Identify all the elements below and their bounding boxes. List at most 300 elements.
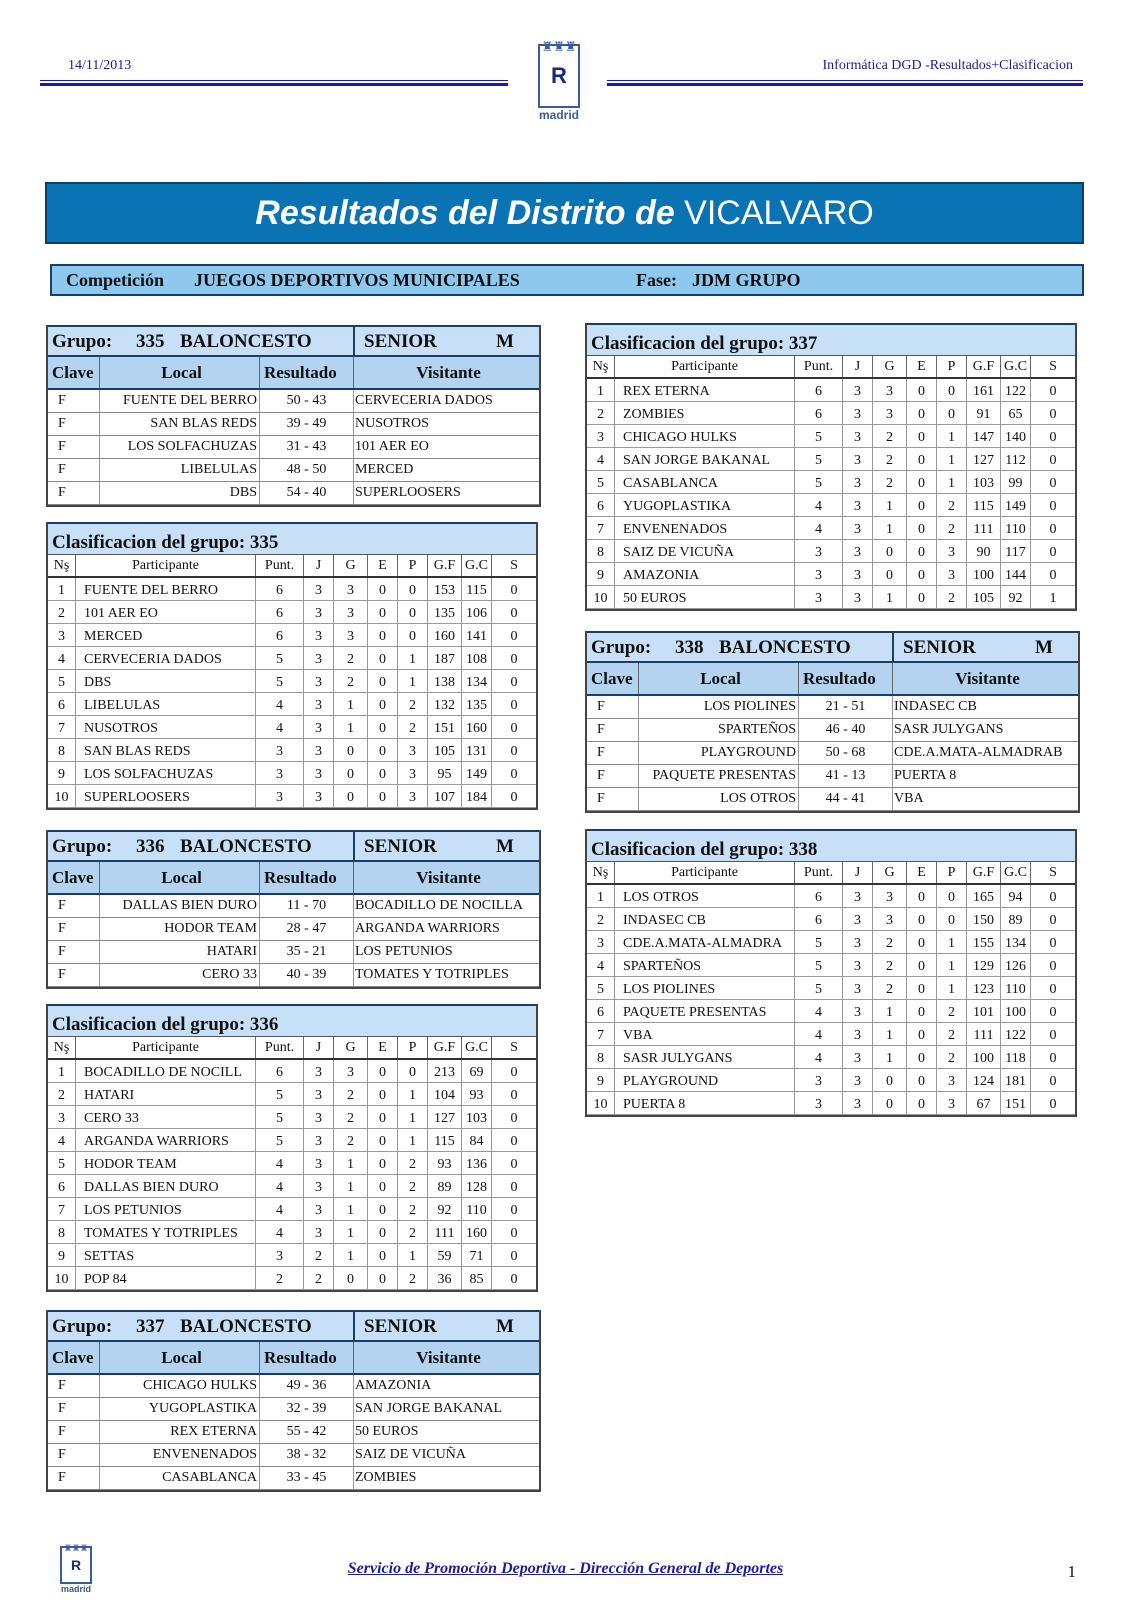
points-cell: 4 bbox=[256, 716, 304, 738]
sanction-cell: 0 bbox=[510, 744, 518, 759]
lost-cell: 1 bbox=[398, 670, 428, 692]
goals-for-cell: 127 bbox=[428, 1106, 462, 1128]
participant-cell: 50 EUROS bbox=[615, 586, 795, 608]
won-cell: 1 bbox=[334, 1152, 368, 1174]
played-cell: 3 bbox=[843, 931, 873, 953]
lost-cell: 2 bbox=[398, 716, 428, 738]
goals-for-cell: 95 bbox=[428, 762, 462, 784]
sanction-cell: 0 bbox=[510, 652, 518, 667]
lost-cell: 3 bbox=[937, 540, 967, 562]
result-row bbox=[587, 765, 1078, 788]
group-id: 337 bbox=[136, 1316, 165, 1337]
competition-name: JUEGOS DEPORTIVOS MUNICIPALES bbox=[194, 270, 520, 290]
rank-cell: 3 bbox=[587, 931, 615, 953]
standings-row bbox=[48, 739, 536, 762]
participant-cell: YUGOPLASTIKA bbox=[615, 494, 795, 516]
col-participante: Participante bbox=[76, 555, 256, 576]
participant-cell: SASR JULYGANS bbox=[615, 1046, 795, 1068]
col-empatados: E bbox=[907, 356, 937, 377]
group-category: SENIOR bbox=[903, 637, 976, 658]
header-date: 14/11/2013 bbox=[68, 58, 132, 73]
goals-against-cell: 140 bbox=[1001, 425, 1031, 447]
points-cell: 4 bbox=[256, 693, 304, 715]
won-cell: 3 bbox=[334, 601, 368, 623]
drawn-cell: 0 bbox=[907, 977, 937, 999]
rank-cell: 6 bbox=[48, 1175, 76, 1197]
standings-row bbox=[48, 1198, 536, 1221]
standings-table-2 bbox=[585, 323, 1077, 611]
lost-cell: 1 bbox=[398, 1244, 428, 1266]
col-ganados: G bbox=[873, 862, 907, 883]
score: 39 - 49 bbox=[260, 413, 354, 435]
played-cell: 3 bbox=[843, 517, 873, 539]
clave-cell: F bbox=[48, 1398, 100, 1420]
won-cell: 2 bbox=[873, 954, 907, 976]
rank-cell: 4 bbox=[587, 448, 615, 470]
rank-cell: 9 bbox=[48, 762, 76, 784]
lost-cell: 2 bbox=[398, 1152, 428, 1174]
won-cell: 0 bbox=[334, 1267, 368, 1289]
sanction-cell: 0 bbox=[1049, 384, 1057, 399]
local-team: HODOR TEAM bbox=[100, 918, 260, 940]
col-goles-favor: G.F bbox=[967, 862, 1001, 883]
sanction-cell: 0 bbox=[510, 675, 518, 690]
won-cell: 2 bbox=[334, 670, 368, 692]
clave-cell: F bbox=[48, 895, 100, 917]
won-cell: 1 bbox=[873, 517, 907, 539]
standings-title: Clasificacion del grupo: 336 bbox=[48, 1004, 536, 1036]
visitor-team: CDE.A.MATA-ALMADRAB bbox=[894, 745, 1063, 760]
rank-cell: 4 bbox=[587, 954, 615, 976]
result-row bbox=[48, 413, 539, 436]
col-sancion: S bbox=[1049, 359, 1057, 374]
clave-cell: F bbox=[48, 964, 100, 986]
played-cell: 3 bbox=[843, 954, 873, 976]
lost-cell: 1 bbox=[937, 425, 967, 447]
rank-cell: 7 bbox=[587, 1023, 615, 1045]
visitor-team: ZOMBIES bbox=[355, 1470, 417, 1485]
won-cell: 1 bbox=[334, 693, 368, 715]
standings-header-row bbox=[587, 355, 1075, 379]
lost-cell: 2 bbox=[937, 1046, 967, 1068]
rank-cell: 9 bbox=[48, 1244, 76, 1266]
group-id: 335 bbox=[136, 331, 165, 352]
clave-cell: F bbox=[48, 390, 100, 412]
local-team: DBS bbox=[100, 482, 260, 504]
score: 28 - 47 bbox=[260, 918, 354, 940]
rank-cell: 2 bbox=[48, 601, 76, 623]
rank-cell: 3 bbox=[48, 1106, 76, 1128]
standings-row bbox=[48, 1175, 536, 1198]
sanction-cell: 0 bbox=[510, 1111, 518, 1126]
standings-row bbox=[587, 540, 1075, 563]
col-participante: Participante bbox=[615, 862, 795, 883]
drawn-cell: 0 bbox=[368, 1198, 398, 1220]
goals-against-cell: 134 bbox=[462, 670, 492, 692]
points-cell: 4 bbox=[256, 1198, 304, 1220]
clave-cell: F bbox=[587, 788, 639, 810]
standings-row bbox=[587, 1000, 1075, 1023]
points-cell: 5 bbox=[795, 471, 843, 493]
standings-row bbox=[48, 1267, 536, 1290]
clave-cell: F bbox=[48, 1421, 100, 1443]
goals-for-cell: 161 bbox=[967, 379, 1001, 401]
score: 33 - 45 bbox=[260, 1467, 354, 1489]
drawn-cell: 0 bbox=[368, 578, 398, 600]
won-cell: 2 bbox=[873, 471, 907, 493]
footer-madrid-logo: ♜♜♜ R madrid bbox=[60, 1543, 91, 1594]
goals-for-cell: 124 bbox=[967, 1069, 1001, 1091]
participant-cell: INDASEC CB bbox=[615, 908, 795, 930]
drawn-cell: 0 bbox=[907, 954, 937, 976]
sanction-cell: 0 bbox=[510, 629, 518, 644]
sanction-cell: 0 bbox=[510, 606, 518, 621]
sanction-cell: 0 bbox=[510, 1272, 518, 1287]
drawn-cell: 0 bbox=[907, 1000, 937, 1022]
sanction-cell: 0 bbox=[510, 1157, 518, 1172]
played-cell: 3 bbox=[843, 586, 873, 608]
sanction-cell: 0 bbox=[510, 767, 518, 782]
won-cell: 1 bbox=[334, 1198, 368, 1220]
goals-for-cell: 151 bbox=[428, 716, 462, 738]
played-cell: 3 bbox=[304, 762, 334, 784]
drawn-cell: 0 bbox=[368, 670, 398, 692]
clave-cell: F bbox=[587, 719, 639, 741]
col-rank: Nş bbox=[48, 1037, 76, 1058]
clave-cell: F bbox=[48, 918, 100, 940]
col-jugados: J bbox=[843, 356, 873, 377]
goals-against-cell: 69 bbox=[462, 1060, 492, 1082]
score: 55 - 42 bbox=[260, 1421, 354, 1443]
phase-label: Fase: bbox=[636, 270, 677, 290]
visitor-team: MERCED bbox=[355, 462, 414, 477]
drawn-cell: 0 bbox=[907, 1046, 937, 1068]
goals-against-cell: 160 bbox=[462, 1221, 492, 1243]
participant-cell: LOS PIOLINES bbox=[615, 977, 795, 999]
participant-cell: SETTAS bbox=[76, 1244, 256, 1266]
goals-against-cell: 65 bbox=[1001, 402, 1031, 424]
goals-against-cell: 135 bbox=[462, 693, 492, 715]
score: 21 - 51 bbox=[799, 696, 893, 718]
local-team: CASABLANCA bbox=[100, 1467, 260, 1489]
col-sancion: S bbox=[510, 558, 518, 573]
lost-cell: 2 bbox=[937, 494, 967, 516]
local-team: DALLAS BIEN DURO bbox=[100, 895, 260, 917]
participant-cell: NUSOTROS bbox=[76, 716, 256, 738]
participant-cell: CERVECERIA DADOS bbox=[76, 647, 256, 669]
visitor-team: 101 AER EO bbox=[355, 439, 429, 454]
goals-against-cell: 136 bbox=[462, 1152, 492, 1174]
played-cell: 3 bbox=[843, 1092, 873, 1114]
visitor-team: 50 EUROS bbox=[355, 1424, 419, 1439]
sanction-cell: 0 bbox=[1049, 959, 1057, 974]
result-row bbox=[48, 1398, 539, 1421]
won-cell: 0 bbox=[873, 1092, 907, 1114]
points-cell: 5 bbox=[256, 670, 304, 692]
points-cell: 3 bbox=[256, 1244, 304, 1266]
col-resultado: Resultado bbox=[260, 862, 354, 893]
group-header bbox=[48, 325, 539, 357]
local-team: PAQUETE PRESENTAS bbox=[639, 765, 799, 787]
drawn-cell: 0 bbox=[907, 908, 937, 930]
col-goles-favor: G.F bbox=[967, 356, 1001, 377]
points-cell: 5 bbox=[795, 448, 843, 470]
won-cell: 1 bbox=[873, 1046, 907, 1068]
won-cell: 1 bbox=[334, 716, 368, 738]
played-cell: 3 bbox=[304, 1060, 334, 1082]
sanction-cell: 0 bbox=[1049, 453, 1057, 468]
rank-cell: 4 bbox=[48, 1129, 76, 1151]
goals-for-cell: 90 bbox=[967, 540, 1001, 562]
group-sport: BALONCESTO bbox=[180, 1316, 312, 1337]
sanction-cell: 1 bbox=[1049, 591, 1057, 606]
goals-for-cell: 93 bbox=[428, 1152, 462, 1174]
col-rank: Nş bbox=[587, 356, 615, 377]
drawn-cell: 0 bbox=[368, 1060, 398, 1082]
goals-for-cell: 132 bbox=[428, 693, 462, 715]
visitor-team: BOCADILLO DE NOCILLA bbox=[355, 898, 523, 913]
grupo-label: Grupo: bbox=[591, 637, 652, 658]
drawn-cell: 0 bbox=[907, 540, 937, 562]
participant-cell: POP 84 bbox=[76, 1267, 256, 1289]
participant-cell: AMAZONIA bbox=[615, 563, 795, 585]
rank-cell: 8 bbox=[587, 540, 615, 562]
drawn-cell: 0 bbox=[907, 885, 937, 907]
standings-row bbox=[48, 601, 536, 624]
sanction-cell: 0 bbox=[510, 1088, 518, 1103]
won-cell: 1 bbox=[873, 1000, 907, 1022]
played-cell: 3 bbox=[843, 540, 873, 562]
goals-for-cell: 36 bbox=[428, 1267, 462, 1289]
points-cell: 5 bbox=[795, 977, 843, 999]
participant-cell: ZOMBIES bbox=[615, 402, 795, 424]
won-cell: 3 bbox=[873, 402, 907, 424]
standings-title: Clasificacion del grupo: 338 bbox=[587, 829, 1075, 861]
group-gender: M bbox=[496, 836, 514, 857]
header-divider bbox=[353, 327, 355, 355]
score: 41 - 13 bbox=[799, 765, 893, 787]
rank-cell: 4 bbox=[48, 647, 76, 669]
goals-against-cell: 100 bbox=[1001, 1000, 1031, 1022]
points-cell: 3 bbox=[795, 540, 843, 562]
goals-for-cell: 107 bbox=[428, 785, 462, 807]
score: 50 - 43 bbox=[260, 390, 354, 412]
points-cell: 2 bbox=[256, 1267, 304, 1289]
lost-cell: 2 bbox=[398, 1267, 428, 1289]
drawn-cell: 0 bbox=[907, 448, 937, 470]
participant-cell: LOS SOLFACHUZAS bbox=[76, 762, 256, 784]
local-team: SAN BLAS REDS bbox=[100, 413, 260, 435]
local-team: FUENTE DEL BERRO bbox=[100, 390, 260, 412]
rank-cell: 8 bbox=[48, 739, 76, 761]
participant-cell: 101 AER EO bbox=[76, 601, 256, 623]
goals-for-cell: 127 bbox=[967, 448, 1001, 470]
local-team: CERO 33 bbox=[100, 964, 260, 986]
rank-cell: 1 bbox=[48, 1060, 76, 1082]
header-divider bbox=[892, 633, 894, 661]
standings-row bbox=[587, 402, 1075, 425]
participant-cell: DALLAS BIEN DURO bbox=[76, 1175, 256, 1197]
sanction-cell: 0 bbox=[510, 698, 518, 713]
lost-cell: 1 bbox=[937, 448, 967, 470]
results-table-337 bbox=[46, 1310, 541, 1492]
won-cell: 3 bbox=[873, 908, 907, 930]
page-title: Resultados del Distrito de VICALVARO bbox=[45, 182, 1084, 244]
lost-cell: 3 bbox=[937, 1092, 967, 1114]
score: 38 - 32 bbox=[260, 1444, 354, 1466]
results-table-336 bbox=[46, 830, 541, 989]
played-cell: 3 bbox=[843, 885, 873, 907]
rank-cell: 3 bbox=[587, 425, 615, 447]
points-cell: 3 bbox=[795, 1092, 843, 1114]
goals-against-cell: 106 bbox=[462, 601, 492, 623]
standings-row bbox=[48, 716, 536, 739]
col-empatados: E bbox=[368, 555, 398, 576]
column-header-row bbox=[48, 862, 539, 895]
rank-cell: 1 bbox=[48, 578, 76, 600]
standings-row bbox=[48, 1083, 536, 1106]
drawn-cell: 0 bbox=[368, 762, 398, 784]
points-cell: 4 bbox=[795, 1046, 843, 1068]
col-participante: Participante bbox=[76, 1037, 256, 1058]
sanction-cell: 0 bbox=[1049, 890, 1057, 905]
score: 49 - 36 bbox=[260, 1375, 354, 1397]
won-cell: 0 bbox=[334, 785, 368, 807]
col-perdidos: P bbox=[937, 356, 967, 377]
clave-cell: F bbox=[48, 459, 100, 481]
lost-cell: 0 bbox=[937, 379, 967, 401]
standings-row bbox=[48, 762, 536, 785]
page-number: 1 bbox=[1067, 1562, 1076, 1581]
lost-cell: 2 bbox=[937, 517, 967, 539]
drawn-cell: 0 bbox=[368, 647, 398, 669]
lost-cell: 1 bbox=[398, 1106, 428, 1128]
participant-cell: SAIZ DE VICUÑA bbox=[615, 540, 795, 562]
played-cell: 3 bbox=[843, 563, 873, 585]
col-perdidos: P bbox=[937, 862, 967, 883]
goals-for-cell: 138 bbox=[428, 670, 462, 692]
goals-for-cell: 115 bbox=[428, 1129, 462, 1151]
sanction-cell: 0 bbox=[510, 583, 518, 598]
lost-cell: 2 bbox=[937, 1023, 967, 1045]
rank-cell: 6 bbox=[48, 693, 76, 715]
goals-for-cell: 150 bbox=[967, 908, 1001, 930]
lost-cell: 2 bbox=[937, 1000, 967, 1022]
header-rule-left bbox=[40, 80, 508, 86]
played-cell: 3 bbox=[304, 601, 334, 623]
lost-cell: 3 bbox=[398, 762, 428, 784]
points-cell: 6 bbox=[795, 908, 843, 930]
points-cell: 6 bbox=[795, 885, 843, 907]
col-clave: Clave bbox=[48, 862, 100, 893]
local-team: REX ETERNA bbox=[100, 1421, 260, 1443]
goals-for-cell: 111 bbox=[428, 1221, 462, 1243]
played-cell: 3 bbox=[843, 1023, 873, 1045]
sanction-cell: 0 bbox=[1049, 1074, 1057, 1089]
standings-header-row bbox=[587, 861, 1075, 885]
rank-cell: 2 bbox=[587, 908, 615, 930]
points-cell: 3 bbox=[795, 563, 843, 585]
participant-cell: SUPERLOOSERS bbox=[76, 785, 256, 807]
sanction-cell: 0 bbox=[1049, 476, 1057, 491]
drawn-cell: 0 bbox=[368, 739, 398, 761]
participant-cell: LIBELULAS bbox=[76, 693, 256, 715]
score: 46 - 40 bbox=[799, 719, 893, 741]
col-rank: Nş bbox=[48, 555, 76, 576]
sanction-cell: 0 bbox=[1049, 1028, 1057, 1043]
standings-row bbox=[587, 517, 1075, 540]
standings-row bbox=[587, 379, 1075, 402]
goals-for-cell: 100 bbox=[967, 563, 1001, 585]
played-cell: 3 bbox=[843, 1000, 873, 1022]
rank-cell: 1 bbox=[587, 379, 615, 401]
participant-cell: BOCADILLO DE NOCILL bbox=[76, 1060, 256, 1082]
col-goles-contra: G.C bbox=[1001, 862, 1031, 883]
visitor-team: SAN JORGE BAKANAL bbox=[355, 1401, 503, 1416]
col-jugados: J bbox=[304, 555, 334, 576]
header-rule-right bbox=[607, 80, 1083, 86]
sanction-cell: 0 bbox=[1049, 936, 1057, 951]
clave-cell: F bbox=[48, 941, 100, 963]
drawn-cell: 0 bbox=[907, 425, 937, 447]
played-cell: 3 bbox=[843, 425, 873, 447]
header-divider bbox=[353, 832, 355, 860]
won-cell: 3 bbox=[334, 578, 368, 600]
points-cell: 6 bbox=[256, 601, 304, 623]
visitor-team: LOS PETUNIOS bbox=[355, 944, 453, 959]
score: 35 - 21 bbox=[260, 941, 354, 963]
score: 50 - 68 bbox=[799, 742, 893, 764]
rank-cell: 10 bbox=[48, 785, 76, 807]
footer-text[interactable]: Servicio de Promoción Deportiva - Dirección General de Deportes bbox=[347, 1560, 784, 1577]
lost-cell: 3 bbox=[937, 1069, 967, 1091]
won-cell: 1 bbox=[334, 1221, 368, 1243]
goals-against-cell: 89 bbox=[1001, 908, 1031, 930]
goals-against-cell: 92 bbox=[1001, 586, 1031, 608]
score: 31 - 43 bbox=[260, 436, 354, 458]
competition-bar bbox=[50, 264, 1084, 296]
score: 32 - 39 bbox=[260, 1398, 354, 1420]
sanction-cell: 0 bbox=[1049, 913, 1057, 928]
played-cell: 3 bbox=[304, 785, 334, 807]
won-cell: 1 bbox=[334, 1175, 368, 1197]
group-gender: M bbox=[496, 1316, 514, 1337]
lost-cell: 2 bbox=[937, 586, 967, 608]
lost-cell: 2 bbox=[398, 1175, 428, 1197]
points-cell: 5 bbox=[256, 1083, 304, 1105]
goals-against-cell: 94 bbox=[1001, 885, 1031, 907]
won-cell: 0 bbox=[873, 1069, 907, 1091]
rank-cell: 6 bbox=[587, 1000, 615, 1022]
played-cell: 3 bbox=[304, 739, 334, 761]
drawn-cell: 0 bbox=[368, 693, 398, 715]
goals-for-cell: 104 bbox=[428, 1083, 462, 1105]
played-cell: 3 bbox=[843, 471, 873, 493]
result-row bbox=[587, 696, 1078, 719]
goals-against-cell: 149 bbox=[462, 762, 492, 784]
played-cell: 3 bbox=[843, 448, 873, 470]
drawn-cell: 0 bbox=[907, 1023, 937, 1045]
sanction-cell: 0 bbox=[1049, 982, 1057, 997]
participant-cell: PLAYGROUND bbox=[615, 1069, 795, 1091]
clave-cell: F bbox=[48, 482, 100, 504]
goals-for-cell: 160 bbox=[428, 624, 462, 646]
group-header bbox=[48, 1310, 539, 1342]
participant-cell: CDE.A.MATA-ALMADRA bbox=[615, 931, 795, 953]
local-team: LOS PIOLINES bbox=[639, 696, 799, 718]
won-cell: 1 bbox=[873, 586, 907, 608]
col-puntos: Punt. bbox=[256, 1037, 304, 1058]
